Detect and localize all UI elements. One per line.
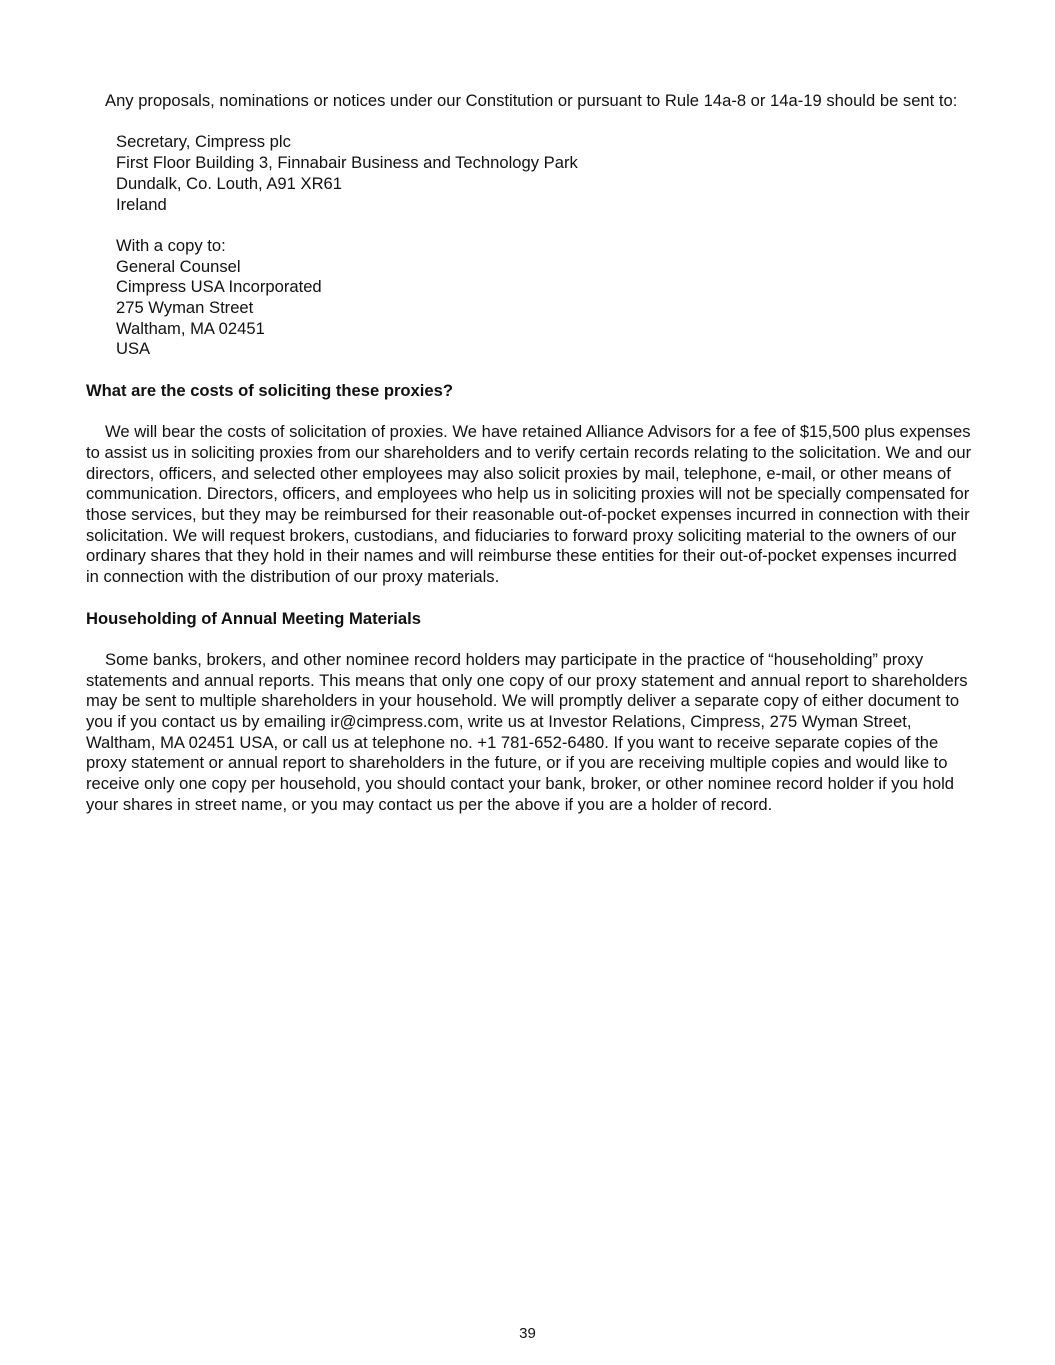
secretary-address: [116, 132, 972, 215]
address-line: USA: [116, 339, 151, 359]
address-line: Waltham, MA 02451: [116, 318, 265, 338]
householding-paragraph: Some banks, brokers, and other nominee record holders may participate in the practice of “householding” proxy statements and annual reports. This means that only one copy of our proxy statement and annual report to shareholders may be sent to multiple shareholders in your household. We will promptly deliver a separate copy of either document to you if you contact us by emailing ir@cimpress.com, write us at Investor Relations, Cimpress, 275 Wyman Street, Waltham, MA 02451 USA, or call us at telephone no. +1 781-652-6480. If you want to receive separate copies of the proxy statement or annual report to shareholders in the future, or if you are receiving multiple copies and would like to receive only one copy per household, you should contact your bank, broker, or other nominee record holder if you hold your shares in street name, or you may contact us per the above if you are a holder of record.: [86, 649, 968, 814]
householding-heading: Householding of Annual Meeting Materials: [86, 608, 421, 628]
address-line: Ireland: [116, 194, 167, 214]
page-number: 39: [519, 1325, 536, 1342]
document-page: [86, 91, 972, 816]
address-line: First Floor Building 3, Finnabair Business and Technology Park: [116, 153, 578, 173]
address-line: 275 Wyman Street: [116, 298, 254, 317]
address-line: Cimpress USA Incorporated: [116, 277, 322, 297]
address-line: General Counsel: [116, 256, 241, 276]
costs-heading: What are the costs of soliciting these proxies?: [86, 380, 453, 400]
copy-to-address: [116, 236, 972, 360]
intro-paragraph: Any proposals, nominations or notices under our Constitution or pursuant to Rule 14a-8 or 14a-19 should be sent to:: [105, 91, 958, 110]
address-line: Secretary, Cimpress plc: [116, 132, 291, 152]
address-line: With a copy to:: [116, 235, 226, 255]
costs-paragraph: We will bear the costs of solicitation of proxies. We have retained Alliance Advisors for a fee of $15,500 plus expenses to assist us in soliciting proxies from our shareholders and to verify certain records relating to the solicitation. We and our directors, officers, and selected other employees may also solicit proxies by mail, telephone, e-mail, or other means of communication. Directors, officers, and employees who help us in soliciting proxies will not be specially compensated for those services, but they may be reimbursed for their reasonable out-of-pocket expenses incurred in connection with their solicitation. We will request brokers, custodians, and fiduciaries to forward proxy soliciting material to the owners of our ordinary shares that they hold in their names and will reimburse these entities for their out-of-pocket expenses incurred in connection with the distribution of our proxy materials.: [86, 422, 972, 587]
address-line: Dundalk, Co. Louth, A91 XR61: [116, 173, 343, 193]
